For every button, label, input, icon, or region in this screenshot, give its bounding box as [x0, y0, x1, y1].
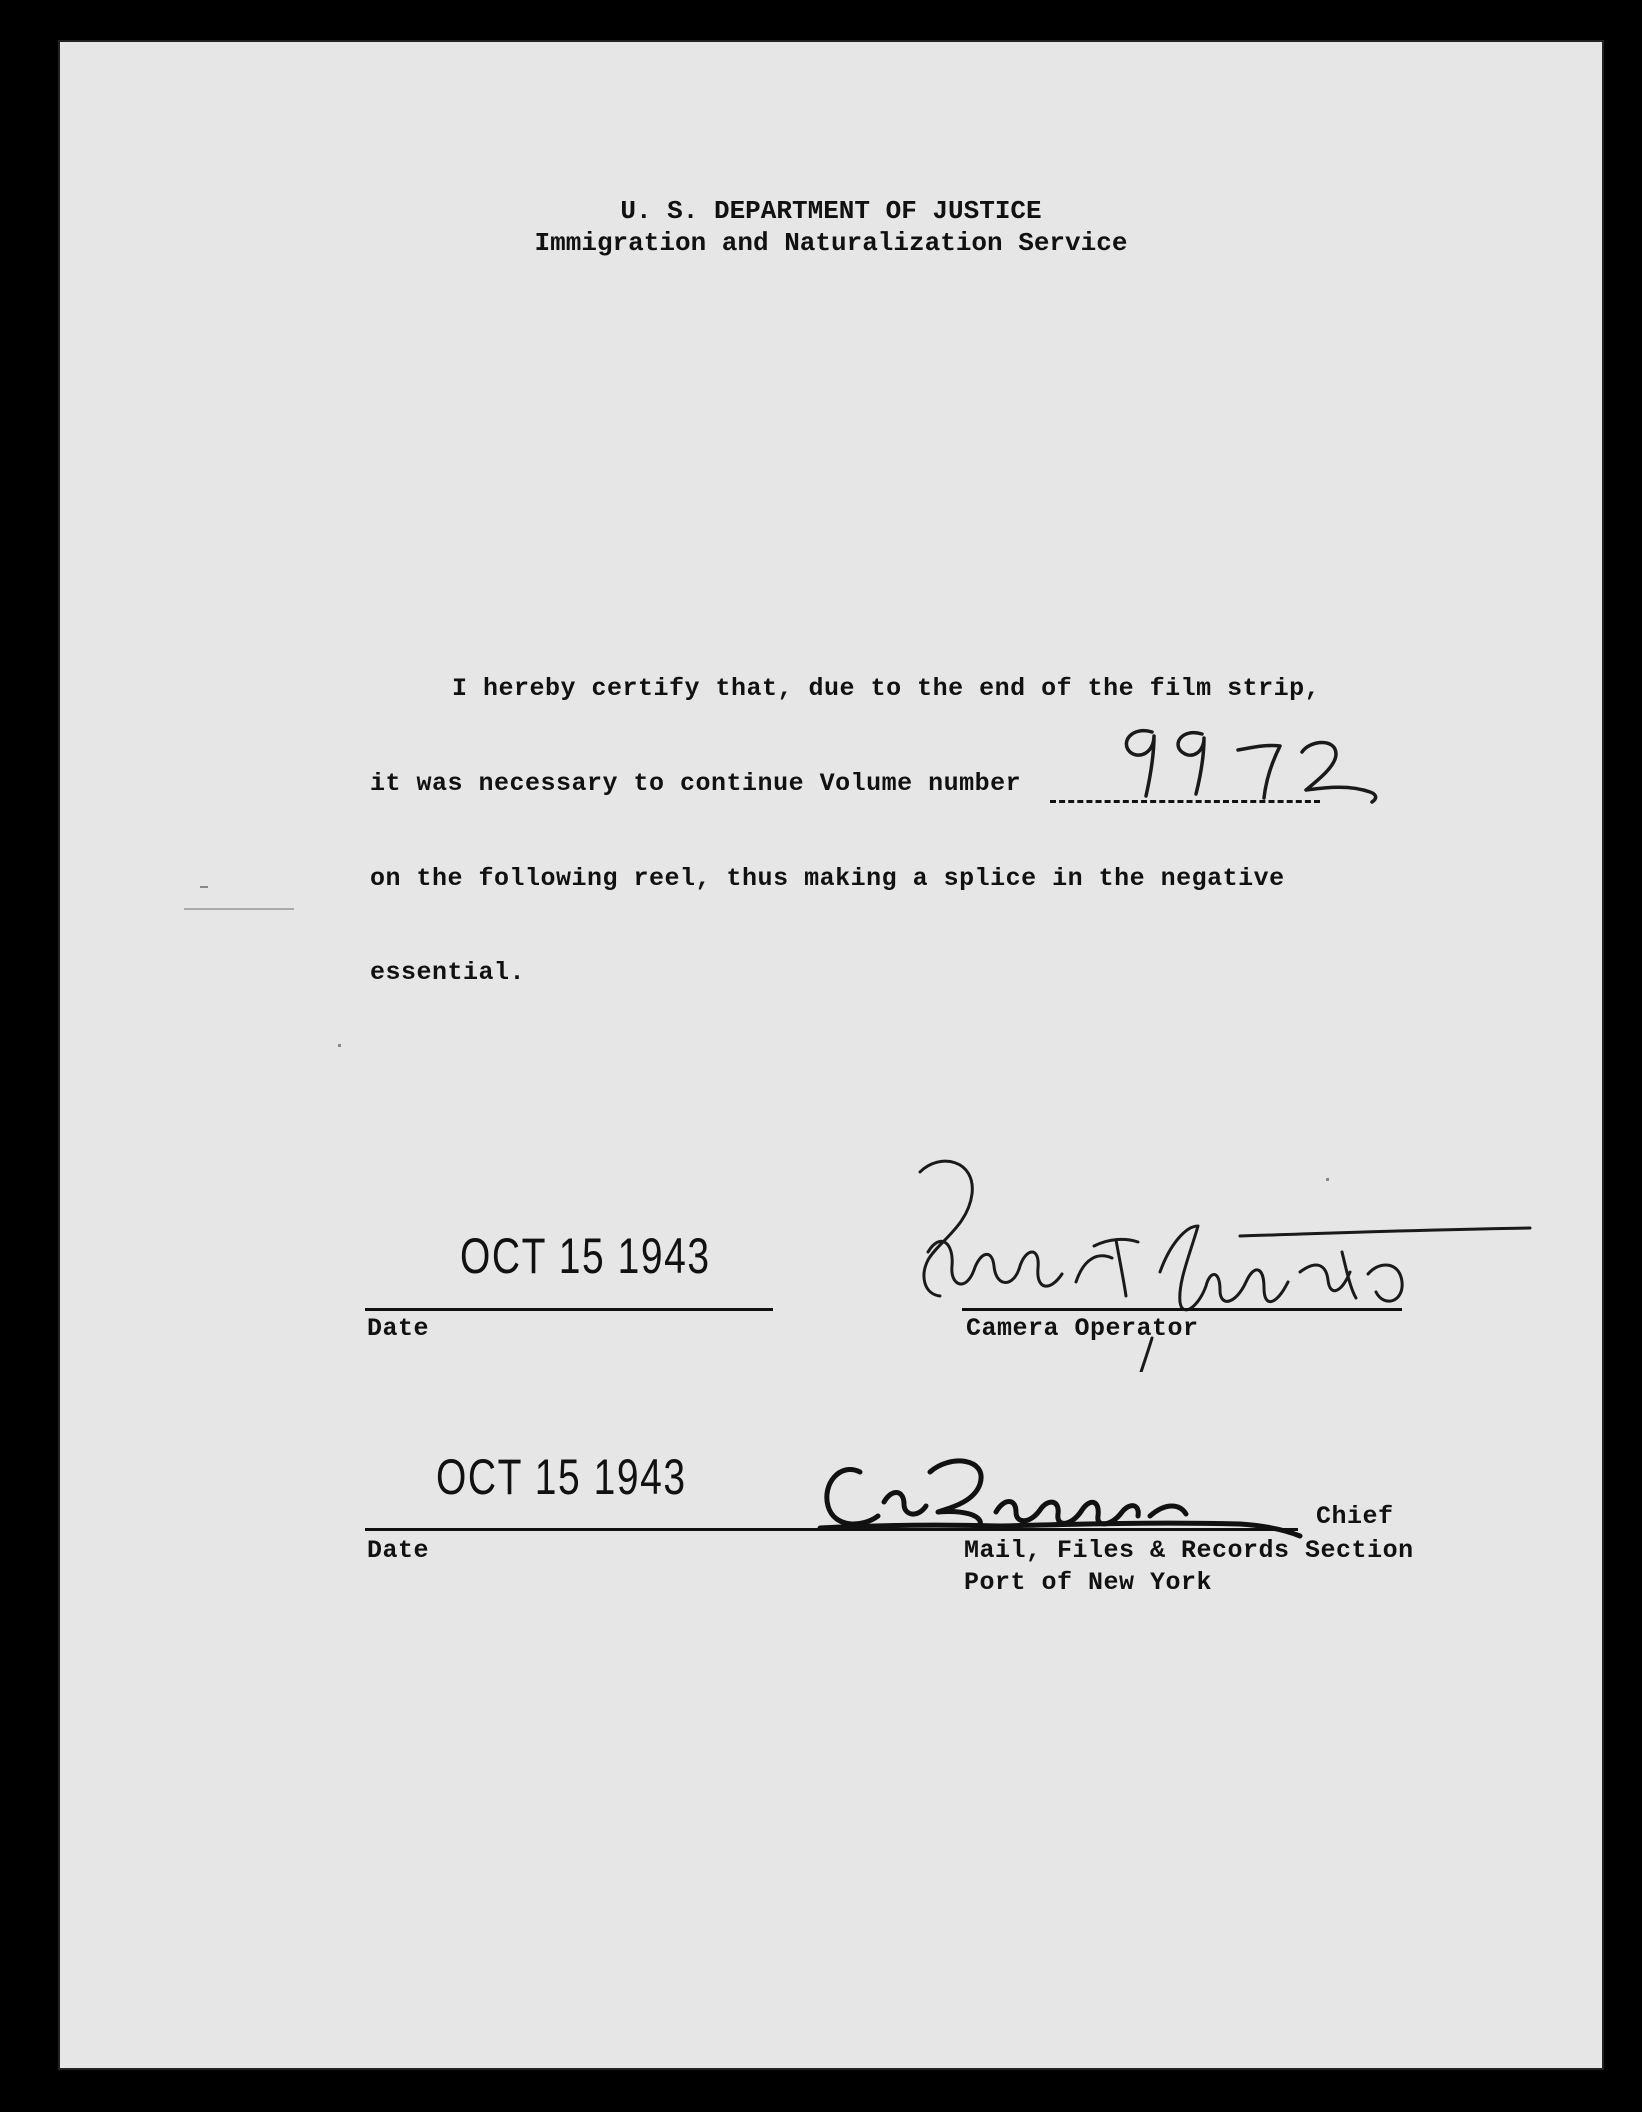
port-label: Port of New York	[964, 1568, 1213, 1597]
date-stamp-2: OCT 15 1943	[436, 1449, 687, 1505]
handwritten-volume-number	[1100, 722, 1390, 807]
service-heading: Immigration and Naturalization Service	[534, 228, 1128, 258]
scan-mark	[200, 886, 208, 888]
date-stamp-1: OCT 15 1943	[460, 1228, 711, 1284]
chief-label: Chief	[1316, 1502, 1394, 1531]
scan-mark	[184, 908, 294, 910]
chief-signature-line	[808, 1528, 1298, 1531]
certification-line-4: essential.	[370, 958, 526, 987]
date-line-1	[365, 1308, 773, 1311]
scan-mark	[338, 1044, 341, 1047]
camera-operator-line	[962, 1308, 1402, 1311]
certification-line-2: it was necessary to continue Volume number	[370, 769, 1022, 798]
date-line-2	[365, 1528, 809, 1531]
date-label-2: Date	[367, 1536, 430, 1565]
camera-operator-label: Camera Operator	[966, 1314, 1199, 1343]
certification-line-1: I hereby certify that, due to the end of the film strip,	[452, 674, 1321, 703]
department-heading: U. S. DEPARTMENT OF JUSTICE	[620, 196, 1042, 226]
date-label-1: Date	[367, 1314, 430, 1343]
certification-line-3: on the following reel, thus making a splice in the negative	[370, 864, 1285, 893]
scan-mark	[1326, 1178, 1329, 1181]
document-page	[58, 40, 1604, 2070]
section-label: Mail, Files & Records Section	[964, 1536, 1414, 1565]
